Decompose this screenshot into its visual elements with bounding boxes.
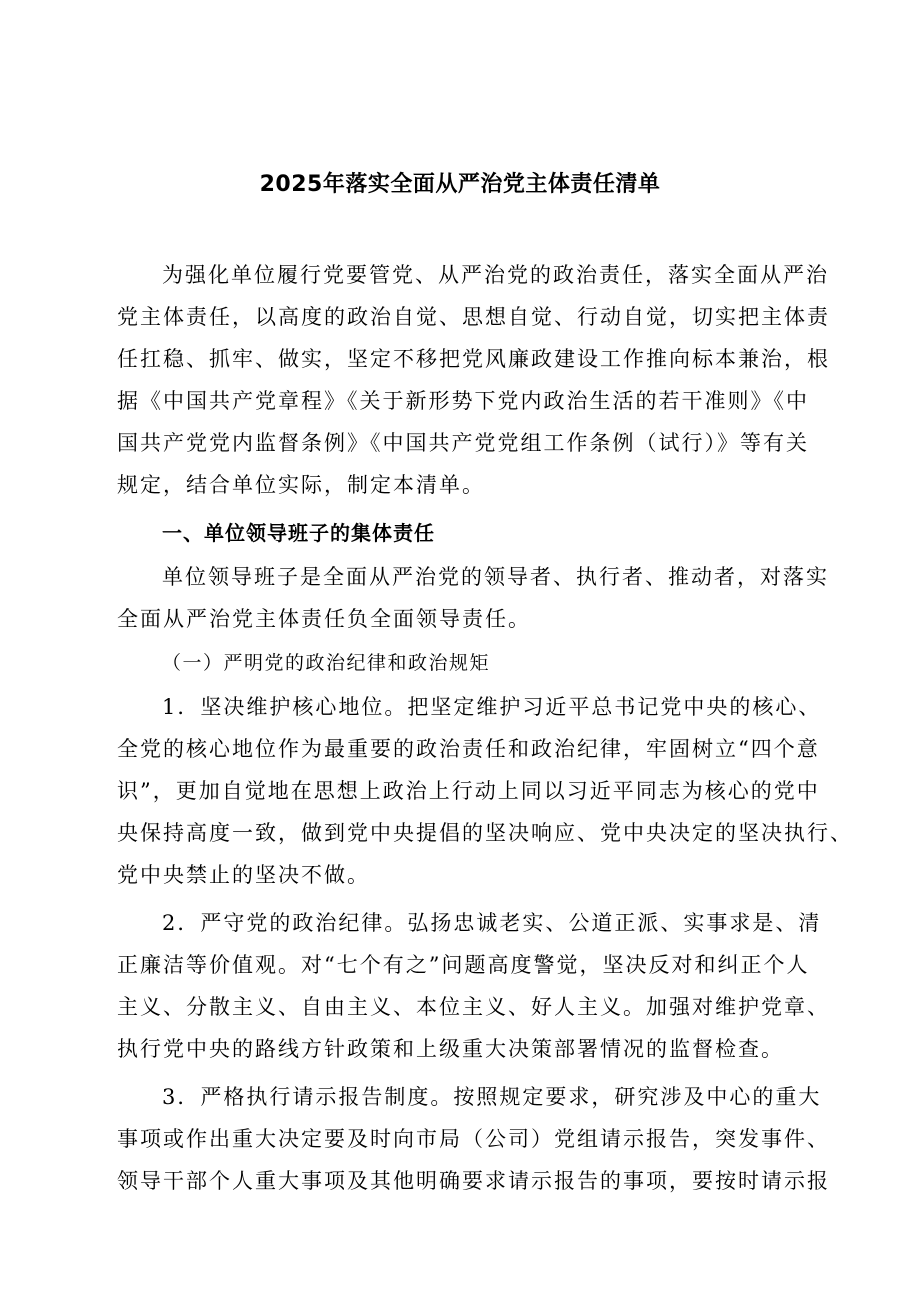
item-line: 全党的核心地位作为最重要的政治责任和政治纪律，牢固树立“四个意 [117,737,820,761]
item-line: 3．严格执行请示报告制度。按照规定要求，研究涉及中心的重大 [162,1085,822,1109]
item-line: 党中央禁止的坚决不做。 [117,863,370,887]
item-line: 正廉洁等价值观。对“七个有之”问题高度警觉，坚决反对和纠正个人 [117,953,810,977]
section-line: 单位领导班子是全面从严治党的领导者、执行者、推动者，对落实 [162,565,829,589]
item-line: 识”，更加自觉地在思想上政治上行动上同以习近平同志为核心的党中 [117,779,820,803]
item-line: 领导干部个人重大事项及其他明确要求请示报告的事项，要按时请示报 [117,1169,830,1193]
intro-line: 规定，结合单位实际，制定本清单。 [117,473,485,497]
intro-line: 国共产党党内监督条例》《中国共产党党组工作条例（试行）》等有关 [117,431,809,455]
intro-line: 任扛稳、抓牢、做实，坚定不移把党风廉政建设工作推向标本兼治，根 [117,347,830,371]
intro-line: 党主体责任，以高度的政治自觉、思想自觉、行动自觉，切实把主体责 [117,305,830,329]
item-line: 央保持高度一致，做到党中央提倡的坚决响应、党中央决定的坚决执行、 [117,821,853,845]
section-line: 全面从严治党主体责任负全面领导责任。 [117,607,531,631]
section-heading: 一、单位领导班子的集体责任 [162,521,435,545]
subsection-heading: （一）严明党的政治纪律和政治规矩 [162,652,491,674]
item-line: 1．坚决维护核心地位。把坚定维护习近平总书记党中央的核心、 [162,695,822,719]
intro-line: 据《中国共产党章程》《关于新形势下党内政治生活的若干准则》《中 [117,389,809,413]
item-line: 2．严守党的政治纪律。弘扬忠诚老实、公道正派、实事求是、清 [162,911,822,935]
intro-line: 为强化单位履行党要管党、从严治党的政治责任，落实全面从严治 [162,263,829,287]
item-line: 执行党中央的路线方针政策和上级重大决策部署情况的监督检查。 [117,1037,784,1061]
document-title: 2025年落实全面从严治党主体责任清单 [259,172,661,197]
item-line: 主义、分散主义、自由主义、本位主义、好人主义。加强对维护党章、 [117,995,830,1019]
item-line: 事项或作出重大决定要及时向市局（公司）党组请示报告，突发事件、 [117,1127,830,1151]
